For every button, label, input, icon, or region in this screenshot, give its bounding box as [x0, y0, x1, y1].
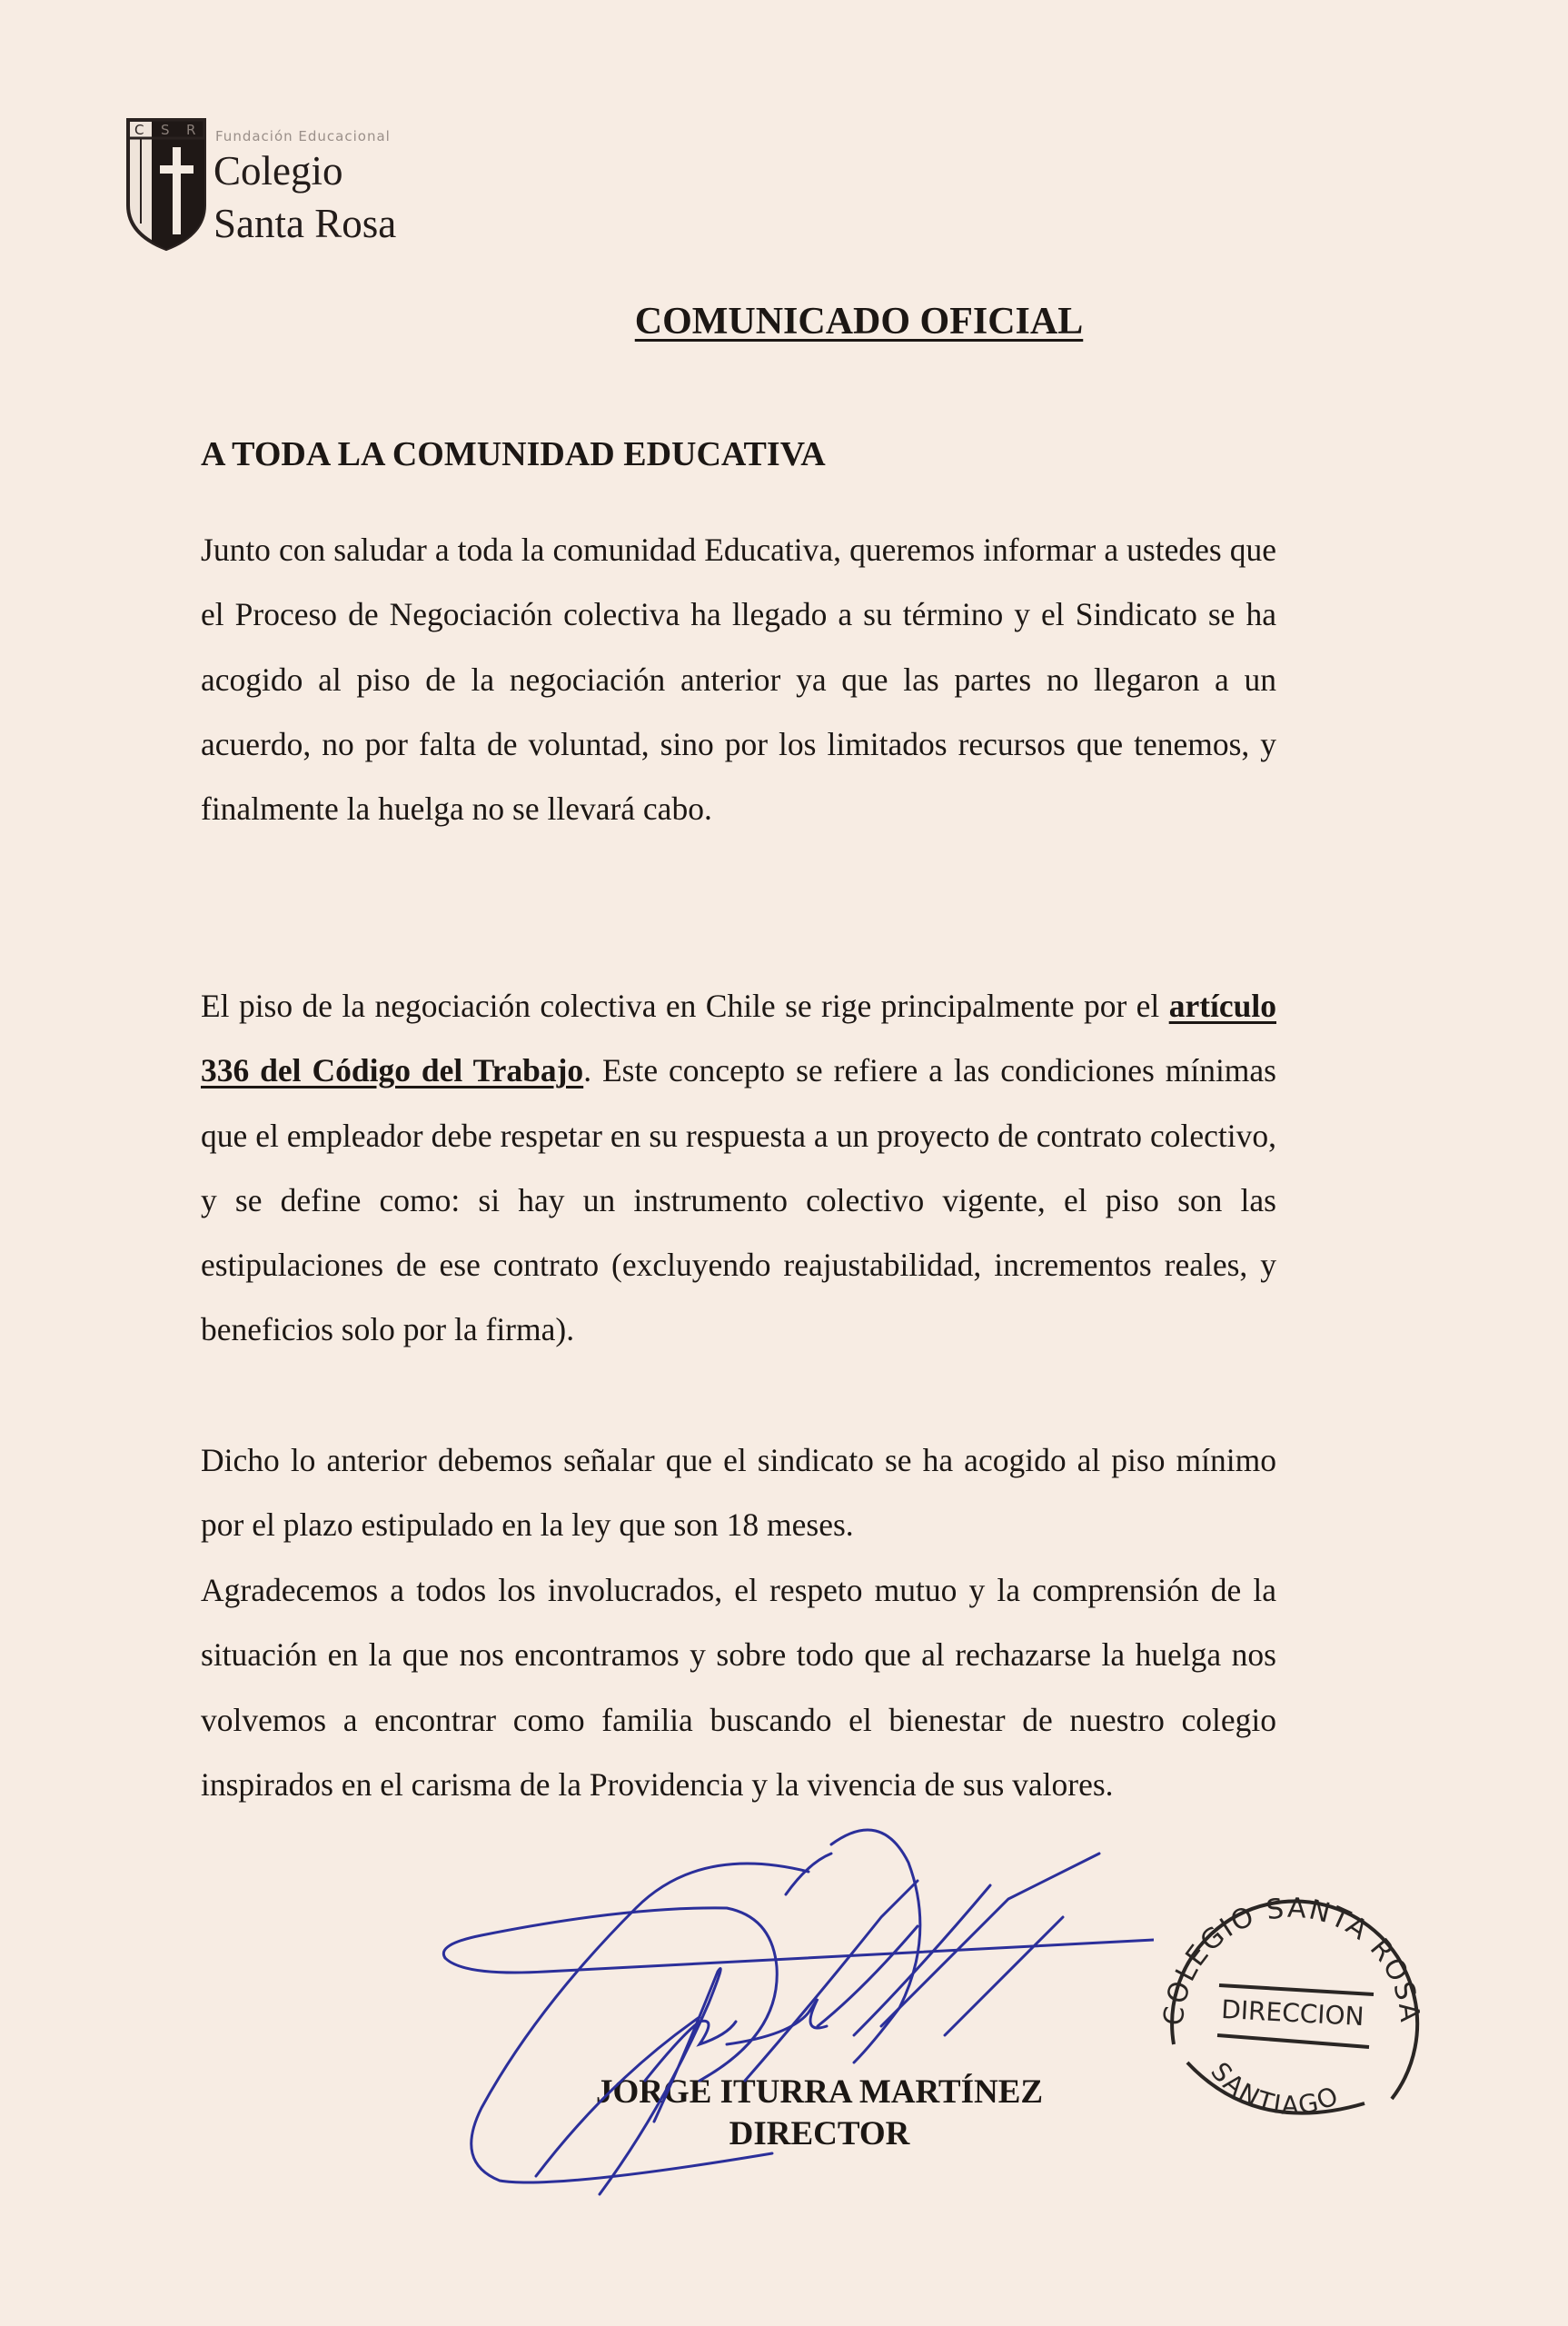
paragraph-2	[201, 974, 1276, 1363]
stamp-center-text: DIRECCION	[1220, 1993, 1365, 2033]
paragraph-2-end: . Este concepto se refiere a las condiciones mínimas que el empleador debe respetar en su respuesta a un proyecto de contrato colectivo, y se define como: si hay un instrumento colectivo vigente, el piso son las estipulaciones de ese contrato (excluyendo reajustabilidad, incrementos reales, y beneficios solo por la firma).	[201, 1052, 1276, 1348]
logo-name-line1: Colegio	[213, 148, 343, 194]
paragraph-2-start: El piso de la negociación colectiva en Chile se rige principalmente por el	[201, 988, 1169, 1024]
legal-reference: artículo 336 del Código del Trabajo	[201, 988, 1276, 1089]
school-logo	[124, 116, 433, 262]
handwritten-signature	[427, 1808, 1154, 2217]
paragraph-4-text: Agradecemos a todos los involucrados, el respeto mutuo y la comprensión de la situación en la que nos encontramos y sobre todo que al rechazarse la huelga nos volvemos a encontrar como familia buscando el bienestar de nuestro colegio inspirados en el carisma de la Providencia y la vivencia de sus valores.	[201, 1572, 1276, 1803]
signatory-name: JORGE ITURRA MARTÍNEZ	[595, 2073, 1044, 2111]
document-title: COMUNICADO OFICIAL	[634, 301, 1084, 343]
logo-foundation-text: Fundación Educacional	[215, 128, 391, 144]
shield-crest-icon	[124, 116, 208, 253]
greeting-heading: A TODA LA COMUNIDAD EDUCATIVA	[201, 435, 826, 473]
paragraph-1	[201, 518, 1276, 841]
shield-letter: S	[161, 122, 170, 138]
shield-letter: R	[186, 122, 196, 138]
paragraph-3-text: Dicho lo anterior debemos señalar que el sindicato se ha acogido al piso mínimo por el plazo estipulado en la ley que son 18 meses.	[201, 1442, 1276, 1544]
stamp-ring-top: COLEGIO SANTA ROSA	[1157, 1892, 1426, 2027]
shield-letter: C	[134, 122, 144, 138]
document-title-container	[0, 300, 1568, 343]
paragraph-1-text: Junto con saludar a toda la comunidad Educativa, queremos informar a ustedes que el Proceso de Negociación colectiva ha llegado a su término y el Sindicato se ha acogido al piso de la negociación anterior ya que las partes no llegaron a un acuerdo, no por falta de voluntad, sino por los limitados recursos que tenemos, y finalmente la huelga no se llevará cabo.	[201, 532, 1276, 828]
svg-text:SANTIAGO	[1205, 2056, 1344, 2120]
paragraph-4	[201, 1558, 1276, 1817]
official-stamp	[1146, 1881, 1437, 2153]
signatory-role: DIRECTOR	[729, 2115, 910, 2152]
logo-name-line2: Santa Rosa	[213, 201, 397, 246]
stamp-ring-bottom: SANTIAGO	[1205, 2056, 1345, 2121]
paragraph-3	[201, 1428, 1276, 1558]
